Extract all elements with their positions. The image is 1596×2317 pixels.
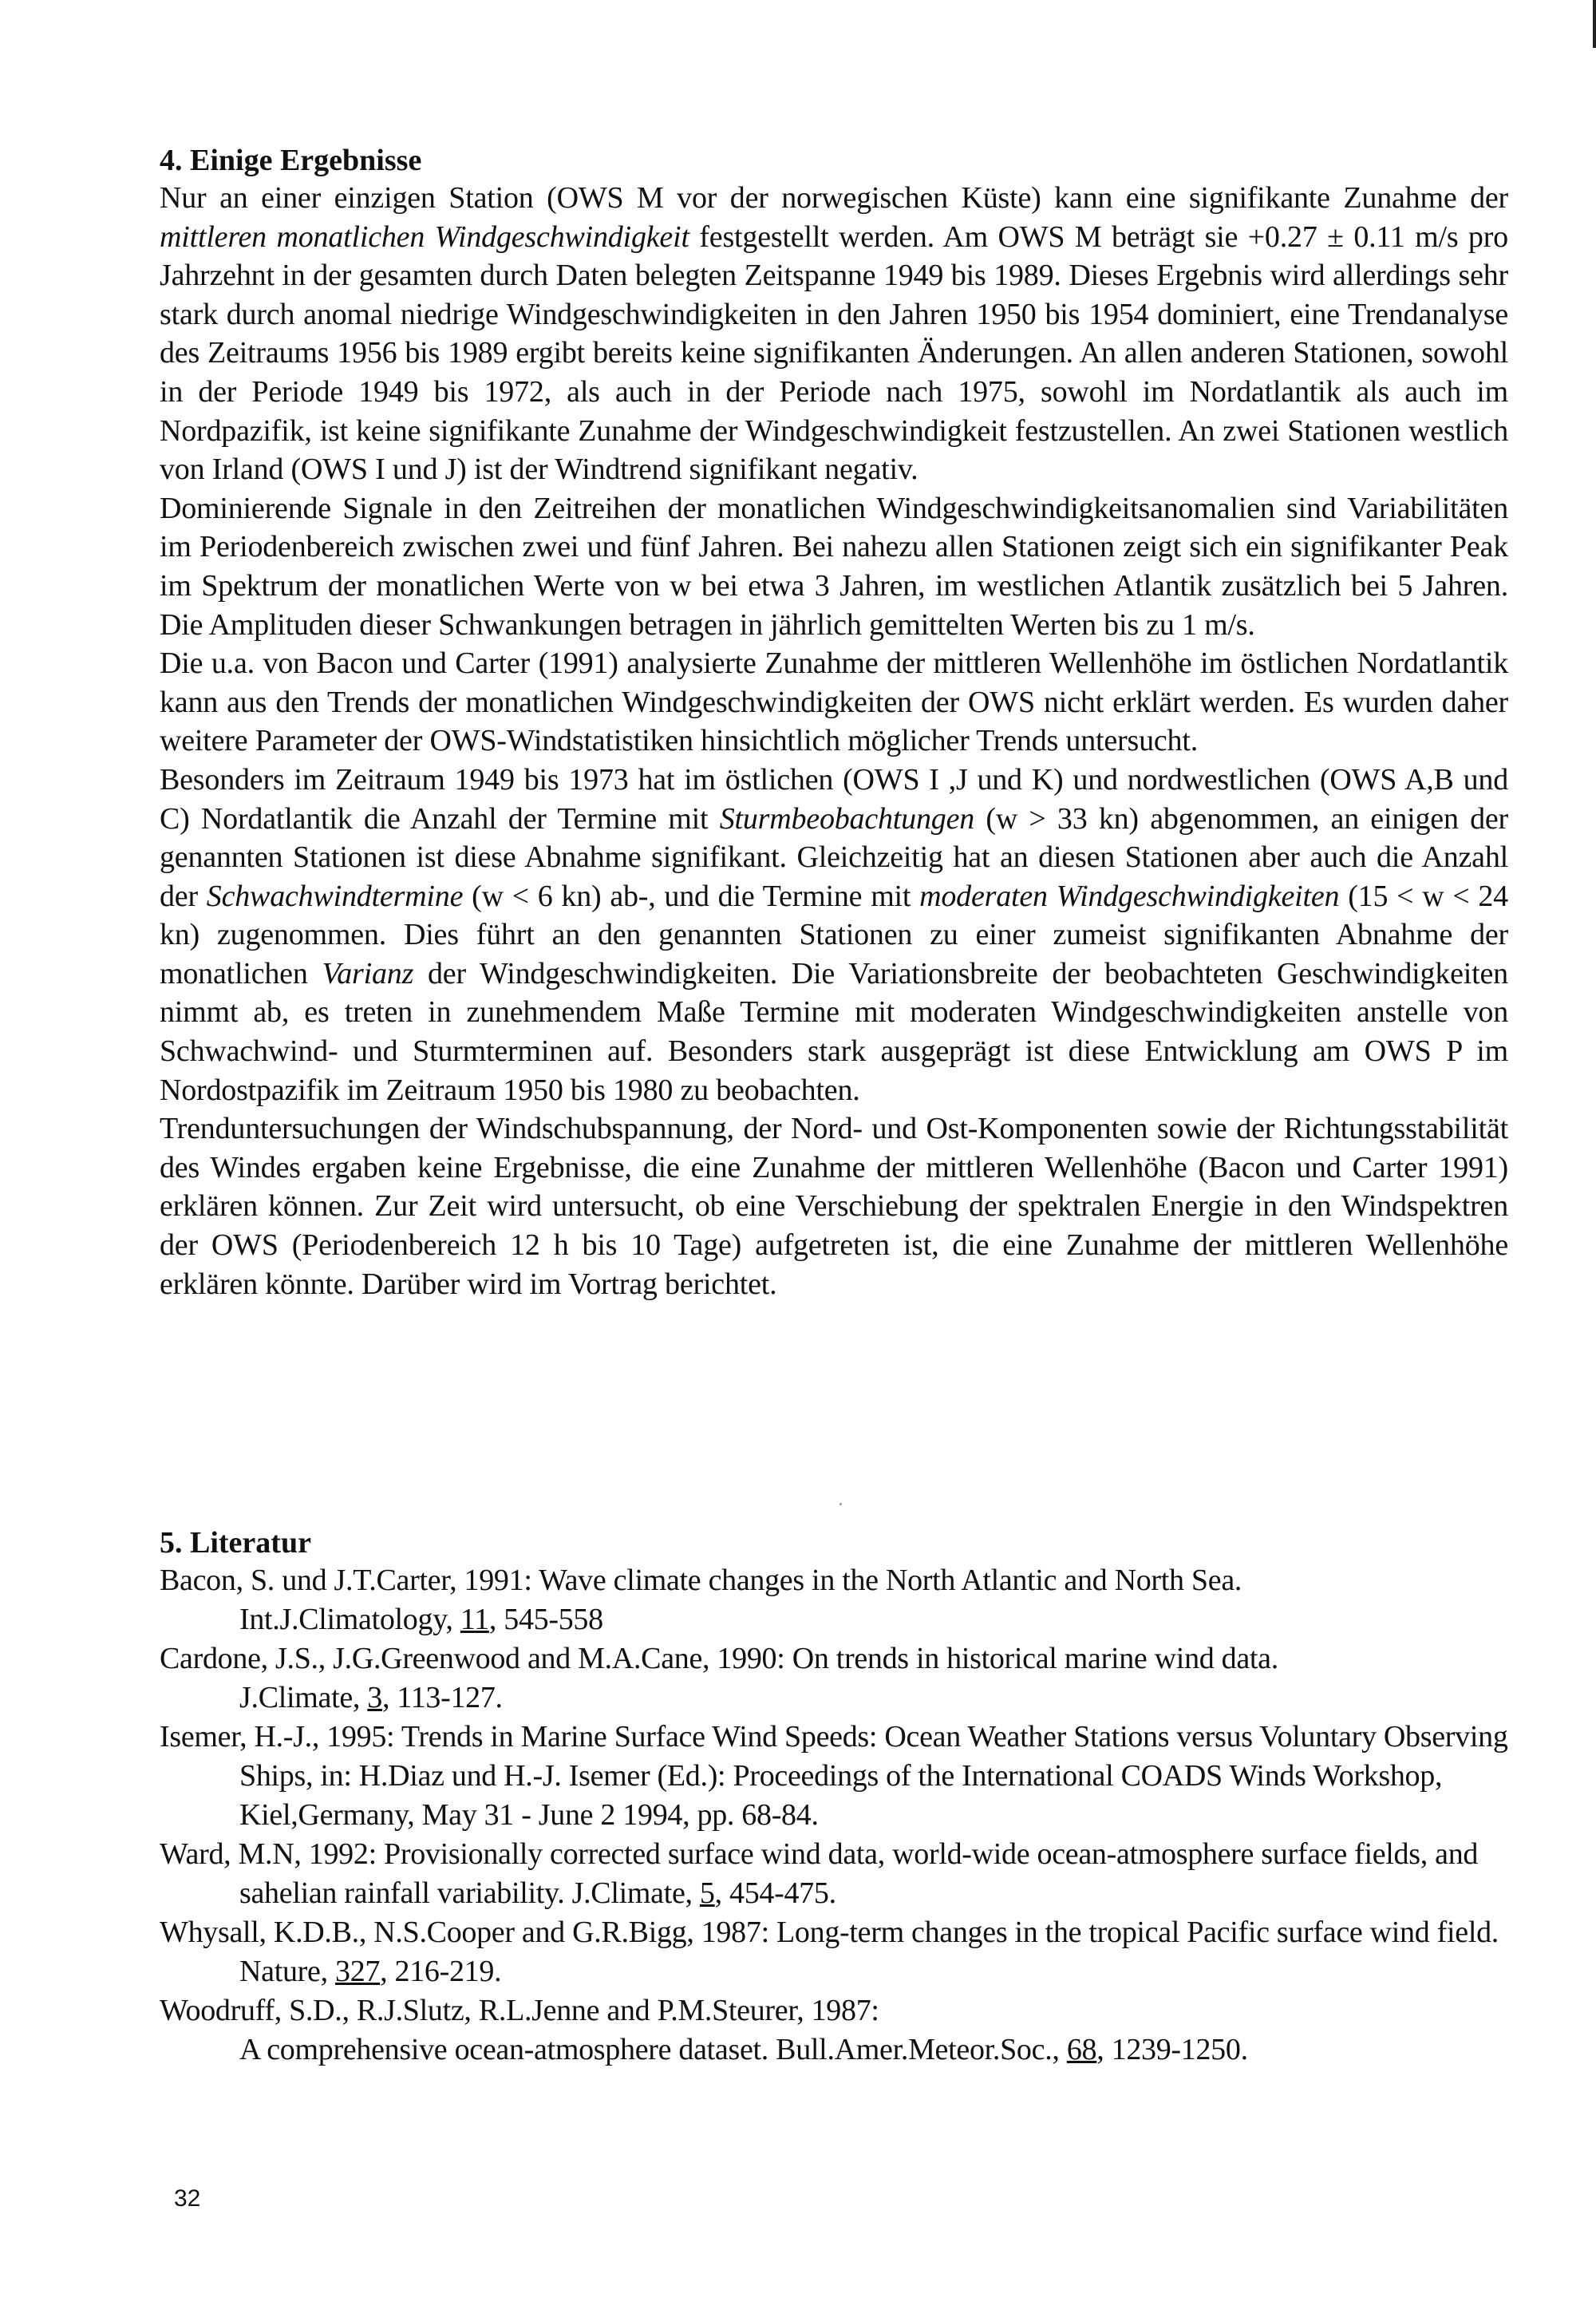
reference-text: Int.J.Climatology, <box>239 1603 460 1636</box>
reference-text: , 216-219. <box>380 1955 502 1988</box>
reference-item <box>160 1639 1508 1718</box>
reference-continuation <box>239 1600 1508 1639</box>
reference-text: Isemer, H.-J., 1995: Trends in Marine Surface Wind Speeds: Ocean Weather Stations versus Voluntary Observing Ships, in: H.Diaz und H.-J. Isemer (Ed.): Proceedings of the International COADS Winds Workshop, Kiel,Germany, May 31 - June 2 1994, pp. 68-84. <box>160 1720 1508 1832</box>
reference-item <box>160 1561 1508 1639</box>
reference-text: , 454-475. <box>714 1876 836 1910</box>
reference-text: Ward, M.N, 1992: Provisionally corrected surface wind data, world-wide ocean-atmosphere surface fields, and sahelian rainfall variability. J.Climate, <box>160 1837 1479 1910</box>
text-run: festgestellt werden. Am OWS M beträgt sie +0.27 ± 0.11 m/s pro Jahrzehnt in der gesamten durch Daten belegten Zeitspanne 1949 bis 1989. Dieses Ergebnis wird allerdings sehr stark durch anomal niedrige Windgeschwindigkeiten in den Jahren 1950 bis 1954 dominiert, eine Trendanalyse des Zeitraums 1956 bis 1989 ergibt bereits keine signifikanten Änderungen. An allen anderen Stationen, sowohl in der Periode 1949 bis 1972, als auch in der Periode nach 1975, sowohl im Nordatlantik als auch im Nordpazifik, ist keine signifikante Zunahme der Windgeschwindigkeit festzustellen. An zwei Stationen westlich von Irland (OWS I und J) ist der Windtrend signifikant negativ. <box>160 219 1508 487</box>
reference-text: Whysall, K.D.B., N.S.Cooper and G.R.Bigg, 1987: Long-term changes in the tropical Pacific surface wind field. Nature, <box>160 1916 1499 1988</box>
reference-volume: 11 <box>460 1603 489 1636</box>
text-run: (w < 6 kn) ab-, und die Termine mit <box>463 879 920 913</box>
text-run: (15 < w < 24 kn) zugenommen. Dies führt an den genannten Stationen zu einer zumeist signifikanten Abnahme der monatlichen <box>160 879 1508 990</box>
scan-dot-mark <box>839 1503 842 1505</box>
reference-volume: 5 <box>699 1876 715 1910</box>
reference-list <box>160 1561 1508 2070</box>
results-paragraph-4 <box>160 761 1508 1109</box>
results-paragraph-1 <box>160 179 1508 489</box>
text-run: der Windgeschwindigkeiten. Die Variationsbreite der beobachteten Geschwindigkeiten nimmt ab, es treten in zunehmendem Maße Termine mit moderaten Windgeschwindigkeiten anstelle von Schwachwind- und Sturmterminen auf. Besonders stark ausgeprägt ist diese Entwicklung am OWS P im Nordostpazifik im Zeitraum 1950 bis 1980 zu beobachten. <box>160 956 1508 1107</box>
section-title-literature: 5. Literatur <box>160 1526 311 1560</box>
literature-section <box>160 1524 1508 2070</box>
section-title-results: 4. Einige Ergebnisse <box>160 144 422 177</box>
page-number: 32 <box>174 2185 201 2212</box>
reference-text: Bacon, S. und J.T.Carter, 1991: Wave climate changes in the North Atlantic and North Sea. <box>160 1564 1242 1597</box>
reference-item <box>160 1718 1508 1835</box>
reference-item <box>160 1835 1508 1913</box>
reference-text: , 1239-1250. <box>1096 2033 1248 2066</box>
reference-text: J.Climate, <box>239 1681 368 1714</box>
emphasis-run: Schwachwindtermine <box>206 879 464 913</box>
reference-item <box>160 1991 1508 2070</box>
emphasis-run: moderaten Windgeschwindigkeiten <box>919 879 1340 913</box>
reference-item <box>160 1913 1508 1991</box>
reference-continuation <box>239 2030 1508 2070</box>
reference-text: , 113-127. <box>382 1681 503 1714</box>
text-run: Besonders im Zeitraum 1949 bis 1973 hat im östlichen (OWS I ,J und K) und nordwestlichen (OWS A,B und C) Nordatlantik die Anzahl der Termine mit <box>160 762 1508 836</box>
results-paragraph-2: Dominierende Signale in den Zeitreihen der monatlichen Windgeschwindigkeitsanomalien sind Variabilitäten im Periodenbereich zwischen zwei und fünf Jahren. Bei nahezu allen Stationen zeigt sich ein signifikanter Peak im Spektrum der monatlichen Werte von w bei etwa 3 Jahren, im westlichen Atlantik zusätzlich bei 5 Jahren. Die Amplituden dieser Schwankungen betragen in jährlich gemittelten Werten bis zu 1 m/s. <box>160 491 1508 642</box>
reference-text: Cardone, J.S., J.G.Greenwood and M.A.Cane, 1990: On trends in historical marine wind data. <box>160 1642 1278 1675</box>
text-run: Nur an einer einzigen Station (OWS M vor der norwegischen Küste) kann eine signifikante Zunahme der <box>160 181 1508 215</box>
emphasis-run: Varianz <box>322 956 414 990</box>
reference-volume: 68 <box>1066 2033 1097 2066</box>
scan-edge-mark <box>1593 0 1596 48</box>
reference-text: A comprehensive ocean-atmosphere dataset. Bull.Amer.Meteor.Soc., <box>239 2033 1067 2066</box>
results-paragraph-3: Die u.a. von Bacon und Carter (1991) analysierte Zunahme der mittleren Wellenhöhe im östlichen Nordatlantik kann aus den Trends der monatlichen Windgeschwindigkeiten der OWS nicht erklärt werden. Es wurden daher weitere Parameter der OWS-Windstatistiken hinsichtlich möglicher Trends untersucht. <box>160 646 1508 758</box>
reference-text: Woodruff, S.D., R.J.Slutz, R.L.Jenne and P.M.Steurer, 1987: <box>160 1994 879 2027</box>
results-paragraph-5: Trenduntersuchungen der Windschubspannung, der Nord- und Ost-Komponenten sowie der Richtungsstabilität des Windes ergaben keine Ergebnisse, die eine Zunahme der mittleren Wellenhöhe (Bacon und Carter 1991) erklären können. Zur Zeit wird untersucht, ob eine Verschiebung der spektralen Energie in den Windspektren der OWS (Periodenbereich 12 h bis 10 Tage) aufgetreten ist, die eine Zunahme der mittleren Wellenhöhe erklären könnte. Darüber wird im Vortrag berichtet. <box>160 1112 1508 1301</box>
reference-continuation <box>239 1678 1508 1718</box>
reference-text: , 545-558 <box>488 1603 603 1636</box>
emphasis-run: Sturmbeobachtungen <box>719 801 975 836</box>
text-run: (w > 33 kn) abgenommen, an einigen der genannten Stationen ist diese Abnahme signifikant. Gleichzeitig hat an diesen Stationen aber auch die Anzahl der <box>160 801 1508 913</box>
reference-volume: 3 <box>367 1681 382 1714</box>
results-section <box>160 142 1508 1303</box>
emphasis-run: mittleren monatlichen Windgeschwindigkeit <box>160 219 689 254</box>
reference-volume: 327 <box>335 1955 381 1988</box>
